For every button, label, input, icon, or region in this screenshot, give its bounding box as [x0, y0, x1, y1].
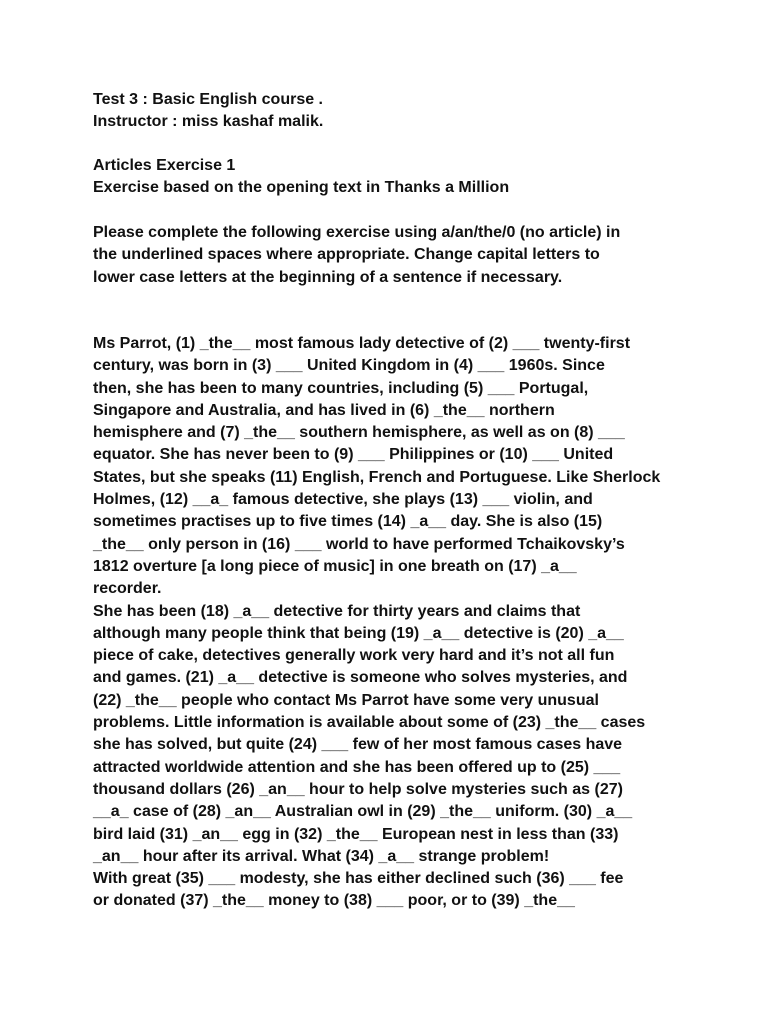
passage-line: equator. She has never been to (9) ___ Philippines or (10) ___ United: [93, 446, 614, 464]
passage-line: problems. Little information is available about some of (23) _the__ cases: [93, 714, 646, 732]
passage-line: 1812 overture [a long piece of music] in one breath on (17) _a__: [93, 557, 577, 575]
test-header: [93, 89, 693, 134]
exercise-title: Articles Exercise 1: [93, 157, 236, 174]
passage-line: _an__ hour after its arrival. What (34) _a__ strange problem!: [93, 847, 550, 865]
passage-line: Holmes, (12) __a_ famous detective, she plays (13) ___ violin, and: [93, 491, 593, 509]
exercise-passage: [93, 333, 693, 913]
passage-line: States, but she speaks (11) English, French and Portuguese. Like Sherlock: [93, 468, 661, 486]
passage-line: thousand dollars (26) _an__ hour to help solve mysteries such as (27): [93, 780, 623, 798]
instructions: [93, 222, 693, 289]
test-title: Test 3 : Basic English course .: [93, 91, 323, 108]
exercise-heading: [93, 155, 693, 200]
instructions-line: lower case letters at the beginning of a sentence if necessary.: [93, 268, 563, 286]
passage-line: piece of cake, detectives generally work very hard and it’s not all fun: [93, 647, 615, 665]
passage-line: bird laid (31) _an__ egg in (32) _the__ European nest in less than (33): [93, 825, 619, 843]
exercise-subtitle: Exercise based on the opening text in Thanks a Million: [93, 179, 510, 197]
passage-line: or donated (37) _the__ money to (38) ___ poor, or to (39) _the__: [93, 892, 575, 910]
passage-line: _the__ only person in (16) ___ world to have performed Tchaikovsky’s: [93, 535, 625, 553]
passage-line: although many people think that being (19) _a__ detective is (20) _a__: [93, 624, 624, 642]
passage-line: (22) _the__ people who contact Ms Parrot have some very unusual: [93, 691, 599, 709]
instructor-line: Instructor : miss kashaf malik.: [93, 113, 324, 131]
instructions-line: the underlined spaces where appropriate. Change capital letters to: [93, 246, 600, 264]
passage-line: She has been (18) _a__ detective for thirty years and claims that: [93, 602, 581, 620]
passage-line: Singapore and Australia, and has lived in (6) _the__ northern: [93, 401, 555, 419]
passage-line: attracted worldwide attention and she has been offered up to (25) ___: [93, 758, 621, 776]
passage-line: With great (35) ___ modesty, she has either declined such (36) ___ fee: [93, 870, 624, 888]
passage-line: __a_ case of (28) _an__ Australian owl in (29) _the__ uniform. (30) _a__: [93, 803, 633, 821]
passage-line: hemisphere and (7) _the__ southern hemisphere, as well as on (8) ___: [93, 424, 625, 442]
passage-line: Ms Parrot, (1) _the__ most famous lady detective of (2) ___ twenty-first: [93, 335, 631, 352]
passage-line: then, she has been to many countries, including (5) ___ Portugal,: [93, 379, 589, 397]
passage-line: and games. (21) _a__ detective is someone who solves mysteries, and: [93, 669, 628, 687]
passage-line: she has solved, but quite (24) ___ few of her most famous cases have: [93, 736, 623, 754]
passage-line: recorder.: [93, 580, 162, 598]
passage-line: century, was born in (3) ___ United Kingdom in (4) ___ 1960s. Since: [93, 357, 605, 375]
passage-line: sometimes practises up to five times (14) _a__ day. She is also (15): [93, 513, 603, 531]
instructions-line: Please complete the following exercise using a/an/the/0 (no article) in: [93, 224, 621, 241]
